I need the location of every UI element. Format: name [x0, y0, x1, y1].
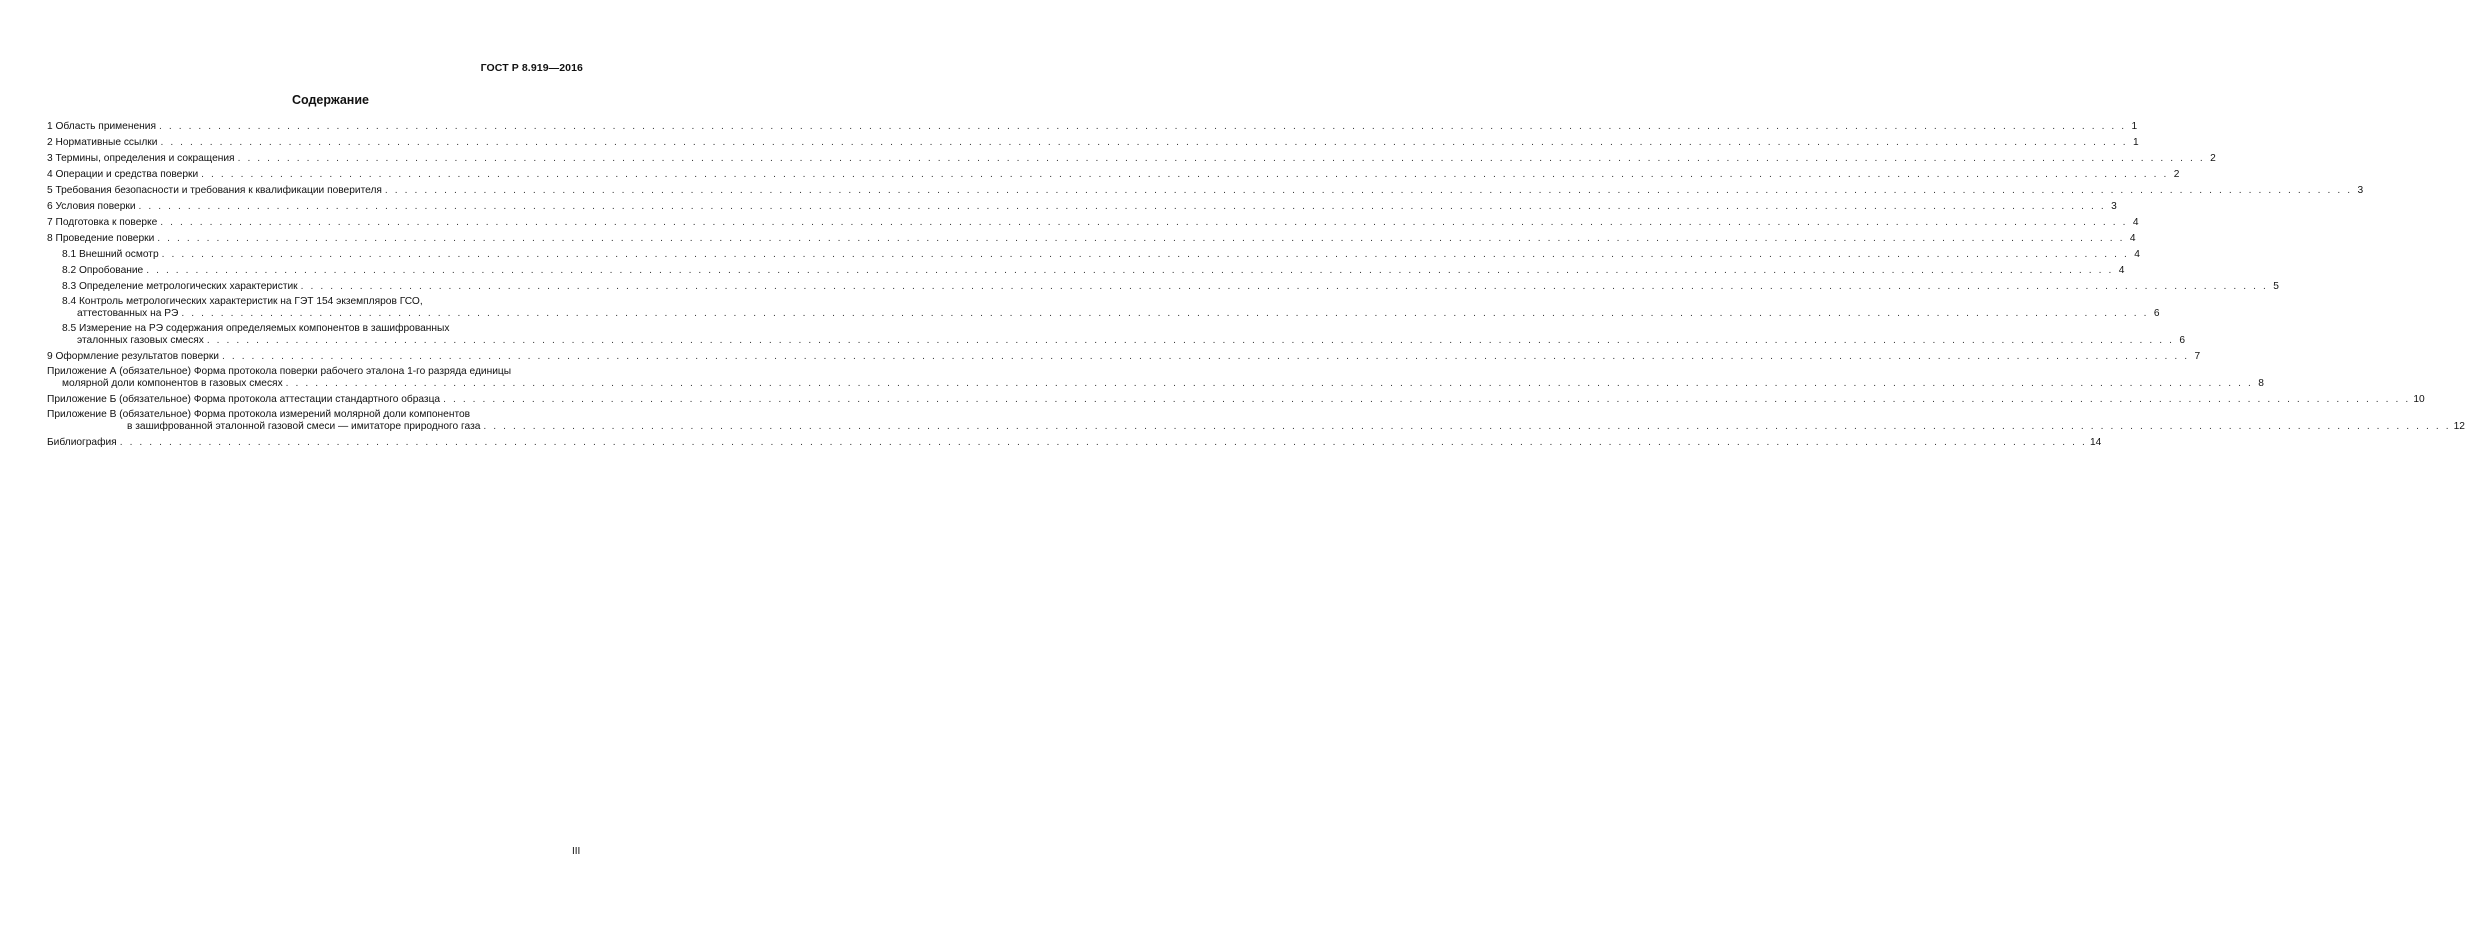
- toc-entry[interactable]: [47, 264, 2125, 277]
- toc-entry[interactable]: [47, 152, 2216, 165]
- toc-entry-title: 8 Проведение поверки: [47, 233, 155, 244]
- toc-entry-page: 1: [2133, 137, 2139, 148]
- dot-leader: . . . . . . . . . . . . . . . . . . . . . . . . . . . . . . . . . . . . . . . . . . . . . . . . . . . . . . . . . . . . . . . . . . . . . . . . . . . . . . . . . . . . . . . . . . . . . . . . . . . . . . . . . . . . . . . . . . . . . . . . . . . . . . . . . . . . . . . . . . . . . . . . . . . . . . . . . . . . . . . . . . . . . . . . . . . . . . . . . . . . . . . . . . . . . . . . . . . . . . . .: [285, 378, 2253, 389]
- dot-leader: . . . . . . . . . . . . . . . . . . . . . . . . . . . . . . . . . . . . . . . . . . . . . . . . . . . . . . . . . . . . . . . . . . . . . . . . . . . . . . . . . . . . . . . . . . . . . . . . . . . . . . . . . . . . . . . . . . . . . . . . . . . . . . . . . . . . . . . . . . . . . . . . . . . . . . . . . . . . . . . . . . . . . . . . . . . . . . . . . . . . . . . . . . . . . . . . . . . . . . . .: [158, 121, 2127, 132]
- toc-entry-title: 3 Термины, определения и сокращения: [47, 153, 235, 164]
- dot-leader: . . . . . . . . . . . . . . . . . . . . . . . . . . . . . . . . . . . . . . . . . . . . . . . . . . . . . . . . . . . . . . . . . . . . . . . . . . . . . . . . . . . . . . . . . . . . . . . . . . . . . . . . . . . . . . . . . . . . . . . . . . . . . . . . . . . . . . . . . . . . . . . . . . . . . . . . . . . . . . . . . . . . . . . . . . . . . . . . . . . . . . . . . . . . . . . . . . . . . . . .: [300, 281, 2268, 292]
- dot-leader: . . . . . . . . . . . . . . . . . . . . . . . . . . . . . . . . . . . . . . . . . . . . . . . . . . . . . . . . . . . . . . . . . . . . . . . . . . . . . . . . . . . . . . . . . . . . . . . . . . . . . . . . . . . . . . . . . . . . . . . . . . . . . . . . . . . . . . . . . . . . . . . . . . . . . . . . . . . . . . . . . . . . . . . . . . . . . . . . . . . . . . . . . . . . . . . . . . . . . . . .: [384, 185, 2353, 196]
- toc-entry[interactable]: [47, 200, 2117, 213]
- toc-entry-title: 8.2 Опробование: [62, 265, 144, 276]
- dot-leader: . . . . . . . . . . . . . . . . . . . . . . . . . . . . . . . . . . . . . . . . . . . . . . . . . . . . . . . . . . . . . . . . . . . . . . . . . . . . . . . . . . . . . . . . . . . . . . . . . . . . . . . . . . . . . . . . . . . . . . . . . . . . . . . . . . . . . . . . . . . . . . . . . . . . . . . . . . . . . . . . . . . . . . . . . . . . . . . . . . . . . . . . . . . . . . . . . . . . . . . .: [181, 308, 2149, 319]
- toc-entry[interactable]: [47, 248, 2140, 261]
- toc-entry[interactable]: [47, 136, 2139, 149]
- toc-entry-page: 3: [2111, 201, 2117, 212]
- dot-leader: . . . . . . . . . . . . . . . . . . . . . . . . . . . . . . . . . . . . . . . . . . . . . . . . . . . . . . . . . . . . . . . . . . . . . . . . . . . . . . . . . . . . . . . . . . . . . . . . . . . . . . . . . . . . . . . . . . . . . . . . . . . . . . . . . . . . . . . . . . . . . . . . . . . . . . . . . . . . . . . . . . . . . . . . . . . . . . . . . . . . . . . . . . . . . . . . . . . . . . . .: [443, 394, 2411, 405]
- toc-entry-title: 8.3 Определение метрологических характеристик: [62, 281, 298, 292]
- toc-entry-text-line: Приложение А (обязательное) Форма протокола поверки рабочего эталона 1-го разряда единицы: [47, 366, 512, 377]
- table-of-contents: [47, 120, 2465, 452]
- dot-leader: . . . . . . . . . . . . . . . . . . . . . . . . . . . . . . . . . . . . . . . . . . . . . . . . . . . . . . . . . . . . . . . . . . . . . . . . . . . . . . . . . . . . . . . . . . . . . . . . . . . . . . . . . . . . . . . . . . . . . . . . . . . . . . . . . . . . . . . . . . . . . . . . . . . . . . . . . . . . . . . . . . . . . . . . . . . . . . . . . . . . . . . . . . . . . . . . . . . . . . . .: [160, 137, 2128, 148]
- toc-entry-page: 14: [2089, 437, 2102, 448]
- toc-entry-page: 10: [2413, 394, 2425, 405]
- dot-leader: . . . . . . . . . . . . . . . . . . . . . . . . . . . . . . . . . . . . . . . . . . . . . . . . . . . . . . . . . . . . . . . . . . . . . . . . . . . . . . . . . . . . . . . . . . . . . . . . . . . . . . . . . . . . . . . . . . . . . . . . . . . . . . . . . . . . . . . . . . . . . . . . . . . . . . . . . . . . . . . . . . . . . . . . . . . . . . . . . . . . . . . . . . . . . . . . . . . . . . . .: [221, 351, 2190, 362]
- toc-entry-title: 5 Требования безопасности и требования к квалификации поверителя: [47, 185, 382, 196]
- toc-entry[interactable]: [47, 436, 2102, 449]
- toc-entry-page: 6: [2179, 335, 2186, 346]
- toc-entry[interactable]: [47, 232, 2136, 245]
- dot-leader: . . . . . . . . . . . . . . . . . . . . . . . . . . . . . . . . . . . . . . . . . . . . . . . . . . . . . . . . . . . . . . . . . . . . . . . . . . . . . . . . . . . . . . . . . . . . . . . . . . . . . . . . . . . . . . . . . . . . . . . . . . . . . . . . . . . . . . . . . . . . . . . . . . . . . . . . . . . . . . . . . . . . . . . . . . . . . . . . . . . . . . . . . . . . . . . . . . . . . . . .: [119, 437, 2087, 448]
- toc-entry[interactable]: [47, 409, 2465, 433]
- toc-entry-page: 1: [2131, 121, 2138, 132]
- toc-entry[interactable]: [47, 184, 2364, 197]
- dot-leader: . . . . . . . . . . . . . . . . . . . . . . . . . . . . . . . . . . . . . . . . . . . . . . . . . . . . . . . . . . . . . . . . . . . . . . . . . . . . . . . . . . . . . . . . . . . . . . . . . . . . . . . . . . . . . . . . . . . . . . . . . . . . . . . . . . . . . . . . . . . . . . . . . . . . . . . . . . . . . . . . . . . . . . . . . . . . . . . . . . . . . . . . . . . . . . . . . . . . . . . .: [138, 201, 2106, 212]
- dot-leader: . . . . . . . . . . . . . . . . . . . . . . . . . . . . . . . . . . . . . . . . . . . . . . . . . . . . . . . . . . . . . . . . . . . . . . . . . . . . . . . . . . . . . . . . . . . . . . . . . . . . . . . . . . . . . . . . . . . . . . . . . . . . . . . . . . . . . . . . . . . . . . . . . . . . . . . . . . . . . . . . . . . . . . . . . . . . . . . . . . . . . . . . . . . . . . . . . . . . . . . .: [237, 153, 2205, 164]
- toc-entry-title: 4 Операции и средства поверки: [47, 169, 199, 180]
- toc-entry[interactable]: [47, 350, 2201, 363]
- dot-leader: . . . . . . . . . . . . . . . . . . . . . . . . . . . . . . . . . . . . . . . . . . . . . . . . . . . . . . . . . . . . . . . . . . . . . . . . . . . . . . . . . . . . . . . . . . . . . . . . . . . . . . . . . . . . . . . . . . . . . . . . . . . . . . . . . . . . . . . . . . . . . . . . . . . . . . . . . . . . . . . . . . . . . . . . . . . . . . . . . . . . . . . . . . . . . . . . . . . . . . . .: [146, 265, 2114, 276]
- toc-entry-page: 4: [2118, 265, 2125, 276]
- toc-entry-page: 6: [2153, 308, 2160, 319]
- toc-entry-title: в зашифрованной эталонной газовой смеси — имитаторе природного газа: [127, 421, 481, 432]
- toc-entry-title: аттестованных на РЭ: [77, 308, 179, 319]
- toc-entry-title: молярной доли компонентов в газовых смесях: [62, 378, 283, 389]
- dot-leader: . . . . . . . . . . . . . . . . . . . . . . . . . . . . . . . . . . . . . . . . . . . . . . . . . . . . . . . . . . . . . . . . . . . . . . . . . . . . . . . . . . . . . . . . . . . . . . . . . . . . . . . . . . . . . . . . . . . . . . . . . . . . . . . . . . . . . . . . . . . . . . . . . . . . . . . . . . . . . . . . . . . . . . . . . . . . . . . . . . . . . . . . . . . . . . . . . . . . . . . .: [161, 249, 2129, 260]
- toc-entry-title: Библиография: [47, 437, 117, 448]
- toc-entry[interactable]: [47, 296, 2160, 320]
- toc-entry[interactable]: [47, 168, 2180, 181]
- toc-entry[interactable]: [47, 393, 2425, 406]
- dot-leader: . . . . . . . . . . . . . . . . . . . . . . . . . . . . . . . . . . . . . . . . . . . . . . . . . . . . . . . . . . . . . . . . . . . . . . . . . . . . . . . . . . . . . . . . . . . . . . . . . . . . . . . . . . . . . . . . . . . . . . . . . . . . . . . . . . . . . . . . . . . . . . . . . . . . . . . . . . . . . . . . . . . . . . . . . . . . . . . . . . . . . . . . . . . . . . . . . . . . . . . .: [157, 233, 2125, 244]
- toc-entry-page: 4: [2132, 217, 2139, 228]
- document-standard-id: ГОСТ Р 8.919—2016: [480, 62, 583, 74]
- toc-entry-text-line: 8.4 Контроль метрологических характеристик на ГЭТ 154 экземпляров ГСО,: [62, 296, 423, 307]
- dot-leader: . . . . . . . . . . . . . . . . . . . . . . . . . . . . . . . . . . . . . . . . . . . . . . . . . . . . . . . . . . . . . . . . . . . . . . . . . . . . . . . . . . . . . . . . . . . . . . . . . . . . . . . . . . . . . . . . . . . . . . . . . . . . . . . . . . . . . . . . . . . . . . . . . . . . . . . . . . . . . . . . . . . . . . . . . . . . . . . . . . . . . . . . . . . . . . . . . . . . . . . .: [201, 169, 2169, 180]
- toc-entry-title: 2 Нормативные ссылки: [47, 137, 158, 148]
- toc-entry-page: 5: [2273, 281, 2279, 292]
- toc-title: Содержание: [291, 93, 369, 107]
- toc-entry-title: 7 Подготовка к поверке: [47, 217, 158, 228]
- toc-entry-text-line: Приложение В (обязательное) Форма протокола измерений молярной доли компонентов: [47, 409, 471, 420]
- dot-leader: . . . . . . . . . . . . . . . . . . . . . . . . . . . . . . . . . . . . . . . . . . . . . . . . . . . . . . . . . . . . . . . . . . . . . . . . . . . . . . . . . . . . . . . . . . . . . . . . . . . . . . . . . . . . . . . . . . . . . . . . . . . . . . . . . . . . . . . . . . . . . . . . . . . . . . . . . . . . . . . . . . . . . . . . . . . . . . . . . . . . . . . . . . . . . . . . . . . . . . . .: [483, 421, 2451, 432]
- toc-entry[interactable]: [47, 323, 2186, 347]
- toc-entry[interactable]: [47, 280, 2279, 293]
- toc-entry-page: 2: [2210, 153, 2216, 164]
- toc-entry-title: 1 Область применения: [47, 121, 156, 132]
- toc-entry[interactable]: [47, 120, 2138, 133]
- toc-entry-page: 8: [2258, 378, 2264, 389]
- dot-leader: . . . . . . . . . . . . . . . . . . . . . . . . . . . . . . . . . . . . . . . . . . . . . . . . . . . . . . . . . . . . . . . . . . . . . . . . . . . . . . . . . . . . . . . . . . . . . . . . . . . . . . . . . . . . . . . . . . . . . . . . . . . . . . . . . . . . . . . . . . . . . . . . . . . . . . . . . . . . . . . . . . . . . . . . . . . . . . . . . . . . . . . . . . . . . . . . . . . . . . . .: [160, 217, 2128, 228]
- toc-entry-title: Приложение Б (обязательное) Форма протокола аттестации стандартного образца: [47, 394, 441, 405]
- page-number: III: [572, 846, 581, 857]
- toc-entry-page: 4: [2134, 249, 2140, 260]
- toc-entry[interactable]: [47, 366, 2264, 390]
- toc-entry-page: 3: [2357, 185, 2364, 196]
- toc-entry-page: 12: [2453, 421, 2465, 432]
- toc-entry-title: 6 Условия поверки: [47, 201, 136, 212]
- dot-leader: . . . . . . . . . . . . . . . . . . . . . . . . . . . . . . . . . . . . . . . . . . . . . . . . . . . . . . . . . . . . . . . . . . . . . . . . . . . . . . . . . . . . . . . . . . . . . . . . . . . . . . . . . . . . . . . . . . . . . . . . . . . . . . . . . . . . . . . . . . . . . . . . . . . . . . . . . . . . . . . . . . . . . . . . . . . . . . . . . . . . . . . . . . . . . . . . . . . . . . . .: [206, 335, 2175, 346]
- toc-entry-page: 2: [2173, 169, 2180, 180]
- toc-entry-title: 8.1 Внешний осмотр: [62, 249, 159, 260]
- toc-entry-page: 7: [2194, 351, 2201, 362]
- toc-entry-title: эталонных газовых смесях: [77, 335, 204, 346]
- toc-entry[interactable]: [47, 216, 2139, 229]
- toc-entry-page: 4: [2129, 233, 2136, 244]
- toc-entry-title: 9 Оформление результатов поверки: [47, 351, 219, 362]
- toc-entry-text-line: 8.5 Измерение на РЭ содержания определяемых компонентов в зашифрованных: [62, 323, 450, 334]
